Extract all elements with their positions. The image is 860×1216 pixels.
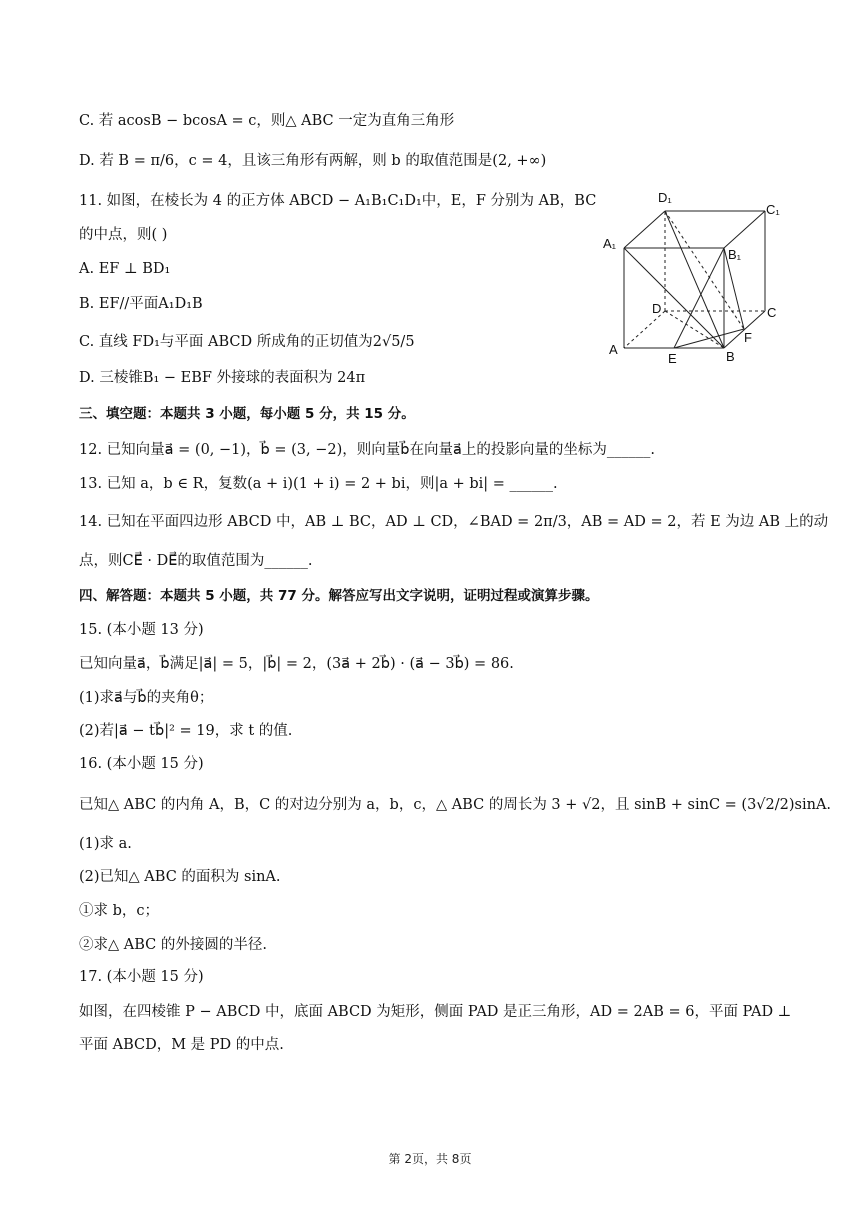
label-b: B	[726, 349, 735, 364]
question-d-line: D. 若 B = π/6，c = 4，且该三角形有两解，则 b 的取值范围是(2, +∞)	[79, 153, 547, 169]
line-e-f	[674, 329, 744, 348]
q16-part2-sub1: ①求 b，c；	[79, 903, 160, 919]
q11-stem-line1: 11. 如图，在棱长为 4 的正方体 ABCD − A₁B₁C₁D₁中，E，F 分别为 AB，BC	[79, 193, 597, 209]
line-a1-b	[624, 248, 724, 348]
label-e: E	[668, 351, 677, 366]
q12-line: 12. 已知向量a⃗ = (0, −1)，b⃗ = (3, −2)，则向量b⃗在向量a⃗上的投影向量的坐标为______.	[79, 442, 655, 458]
q16-part2-sub2: ②求△ ABC 的外接圆的半径.	[79, 937, 267, 953]
q15-part2: (2)若|a⃗ − tb⃗|² = 19，求 t 的值.	[79, 723, 293, 739]
hidden-edge-d-a	[624, 311, 665, 348]
edge-a1-d1	[624, 211, 665, 248]
q17-stem-line2: 平面 ABCD，M 是 PD 的中点.	[79, 1037, 284, 1053]
q11-option-d: D. 三棱锥B₁ − EBF 外接球的表面积为 24π	[79, 370, 366, 386]
label-d1: D₁	[658, 190, 672, 205]
q16-part2: (2)已知△ ABC 的面积为 sinA.	[79, 869, 281, 885]
q13-line: 13. 已知 a，b ∈ R，复数(a + i)(1 + i) = 2 + bi，则|a + bi| = ______.	[79, 476, 558, 492]
q11-option-c: C. 直线 FD₁与平面 ABCD 所成角的正切值为2√5/5	[79, 334, 415, 350]
q15-stem: 已知向量a⃗，b⃗满足|a⃗| = 5，|b⃗| = 2，(3a⃗ + 2b⃗) · (a⃗ − 3b⃗) = 86.	[79, 656, 514, 672]
section-3-heading: 三、填空题：本题共 3 小题，每小题 5 分，共 15 分。	[79, 406, 415, 422]
cube-figure	[598, 186, 793, 371]
label-b1: B₁	[728, 247, 742, 262]
line-b1-e	[674, 248, 724, 348]
label-a: A	[609, 342, 618, 357]
label-c: C	[767, 305, 777, 320]
q17-header: 17. (本小题 15 分)	[79, 969, 204, 985]
q16-stem: 已知△ ABC 的内角 A，B，C 的对边分别为 a，b，c，△ ABC 的周长为 3 + √2，且 sinB + sinC = (3√2/2)sinA.	[79, 797, 832, 813]
q11-option-a: A. EF ⊥ BD₁	[79, 261, 171, 277]
q15-header: 15. (本小题 13 分)	[79, 622, 204, 638]
question-c-line: C. 若 acosB − bcosA = c，则△ ABC 一定为直角三角形	[79, 113, 455, 129]
q17-stem-line1: 如图，在四棱锥 P − ABCD 中，底面 ABCD 为矩形，侧面 PAD 是正三角形，AD = 2AB = 6，平面 PAD ⊥	[79, 1004, 792, 1020]
edge-b1-c1	[724, 211, 765, 248]
label-c1: C₁	[766, 202, 780, 217]
label-d: D	[652, 301, 662, 316]
q16-header: 16. (本小题 15 分)	[79, 756, 204, 772]
q14-line2: 点，则CE⃗ · DE⃗的取值范围为______.	[79, 553, 313, 569]
label-a1: A₁	[603, 236, 617, 251]
q15-part1: (1)求a⃗与b⃗的夹角θ；	[79, 690, 214, 706]
section-4-heading: 四、解答题：本题共 5 小题，共 77 分。解答应写出文字说明，证明过程或演算步骤。	[79, 588, 599, 604]
label-f: F	[744, 330, 752, 345]
q11-option-b: B. EF//平面A₁D₁B	[79, 296, 203, 312]
line-d1-b	[665, 211, 724, 348]
hidden-line-d1-f	[665, 211, 744, 329]
q14-line1: 14. 已知在平面四边形 ABCD 中，AB ⊥ BC，AD ⊥ CD，∠BAD = 2π/3，AB = AD = 2，若 E 为边 AB 上的动	[79, 514, 829, 530]
q16-part1: (1)求 a.	[79, 836, 132, 852]
page-footer: 第 2页，共 8页	[388, 1152, 472, 1166]
q11-stem-line2: 的中点，则( )	[79, 227, 168, 243]
